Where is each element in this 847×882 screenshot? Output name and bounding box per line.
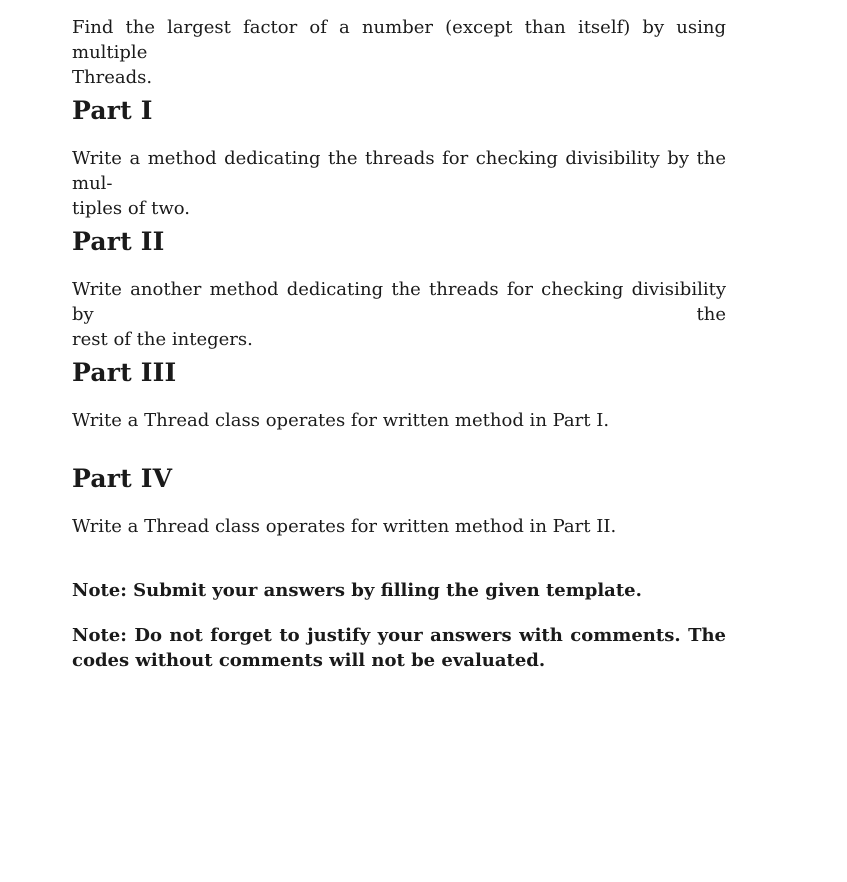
note-2-line-1: Note: Do not forget to justify your answers with comments. The	[72, 625, 726, 646]
part-4-line-1: Write a Thread class operates for written method in Part II.	[72, 516, 617, 537]
note-2-line-2: codes without comments will not be evaluated.	[72, 650, 546, 671]
part-1-line-1: Write a method dedicating the threads for checking divisibility by the mul-	[72, 148, 726, 194]
section-text-part-4	[72, 514, 726, 539]
section-text-part-1	[72, 146, 726, 221]
part-1-line-2: tiples of two.	[72, 198, 190, 219]
section-heading-part-4: Part IV	[72, 464, 173, 493]
part-2-line-1: Write another method dedicating the threads for checking divisibility by the	[72, 279, 726, 325]
intro-line-1: Find the largest factor of a number (except than itself) by using multiple	[72, 17, 726, 63]
section-text-part-3	[72, 408, 726, 433]
part-3-line-1: Write a Thread class operates for written method in Part I.	[72, 410, 610, 431]
section-heading-part-2: Part II	[72, 227, 165, 256]
note-submit-template: Note: Submit your answers by filling the given template.	[72, 580, 642, 601]
note-justify-comments	[72, 623, 726, 673]
intro-line-2: Threads.	[72, 67, 153, 88]
section-text-part-2	[72, 277, 726, 352]
part-2-line-2: rest of the integers.	[72, 329, 253, 350]
section-heading-part-3: Part III	[72, 358, 177, 387]
section-heading-part-1: Part I	[72, 96, 153, 125]
intro-paragraph	[72, 15, 726, 90]
